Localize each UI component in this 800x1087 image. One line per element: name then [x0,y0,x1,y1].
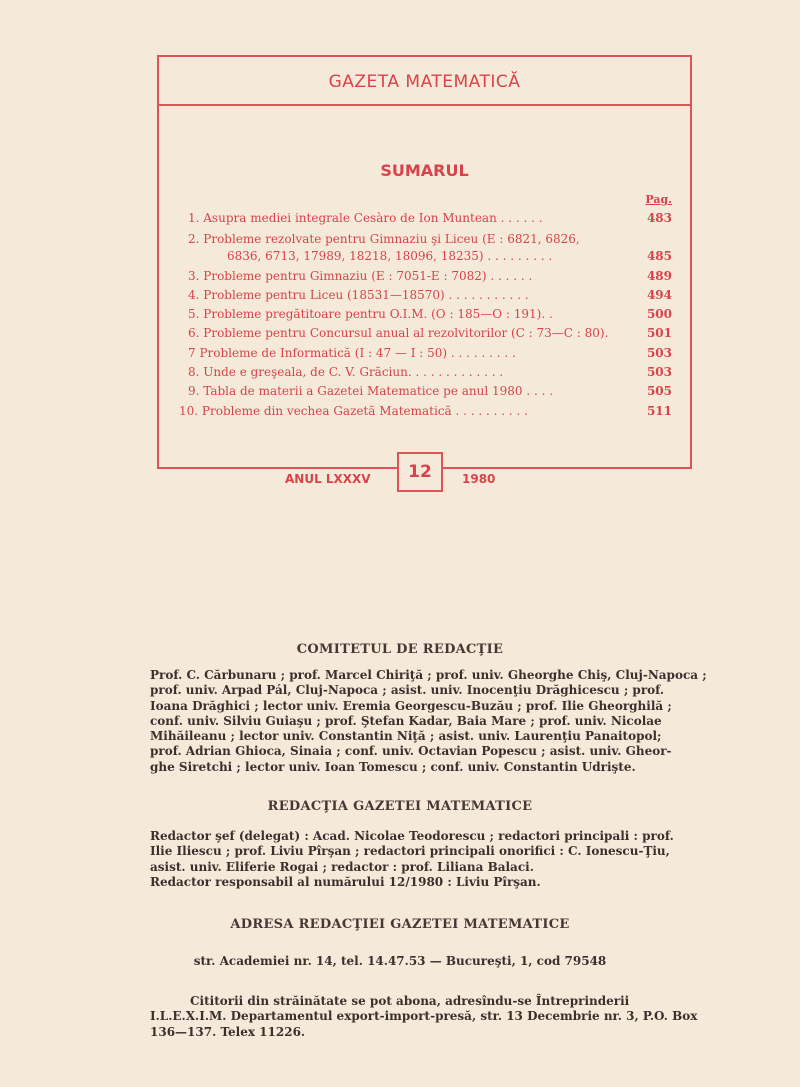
toc-item-title: Asupra mediei integrale Cesàro de Ion Muntean . . . . . . [199,211,543,225]
text-line: I.L.E.X.I.M. Departamentul export-import-presă, str. 13 Decembrie nr. 3, P.O. Box [150,1009,698,1024]
toc-item-title: 6836, 6713, 17989, 18218, 18096, 18235) . . . . . . . . . [227,249,553,263]
contents-title: SUMARUL [380,161,469,180]
toc-item-number: 2. [188,232,200,246]
toc-item-text [188,209,543,227]
text-line: conf. univ. Silviu Guiaşu ; prof. Ştefan Kadar, Baia Mare ; prof. univ. Nicolae [150,713,662,728]
text-line: 136—137. Telex 11226. [150,1024,306,1039]
text-line: prof. Adrian Ghioca, Sinaia ; conf. univ. Octavian Popescu ; asist. univ. Gheor- [150,744,672,759]
committee-members [150,668,707,775]
toc-item-title: Probleme pregătitoare pentru O.I.M. (O : 185—O : 191). . [199,307,553,321]
toc-item-title: Probleme rezolvate pentru Gimnaziu şi Liceu (E : 6821, 6826, [199,232,580,246]
toc-item-title: Probleme pentru Gimnaziu (E : 7051-E : 7082) . . . . . . [199,269,533,283]
text-line: Mihăileanu ; lector univ. Constantin Niţă ; asist. univ. Laurenţiu Panaitopol; [150,729,662,744]
toc-item-text [188,305,553,323]
toc-item-page: 494 [646,288,672,302]
toc-item-text [188,267,532,285]
toc-item-page: 489 [646,269,672,283]
committee-heading: COMITETUL DE REDACŢIE [296,642,504,657]
toc-item [179,230,672,248]
toc-item-number: 5. [188,307,200,321]
text-line: asist. univ. Eliferie Rogai ; redactor : prof. Liliana Balaci. [150,859,534,874]
toc-item-text [188,230,580,248]
toc-item-title: Tabla de materii a Gazetei Matematice pe anul 1980 . . . . [199,384,554,398]
issue-number: 12 [397,452,443,492]
subscription-info [150,994,700,1040]
text-line: Cititorii din străinătate se pot abona, adresîndu-se Întreprinderii [190,994,630,1008]
toc-item-number: 3. [188,269,200,283]
toc-item [179,209,672,227]
toc-item-page: 483 [646,211,672,225]
address-line: str. Academiei nr. 14, tel. 14.47.53 — Bucureşti, 1, cod 79548 [193,954,607,968]
toc-item-page: 500 [646,307,672,321]
title-divider [157,104,692,106]
toc-item [179,344,672,362]
toc-item [179,267,672,285]
text-line: Prof. C. Cărbunaru ; prof. Marcel Chiriţă ; prof. univ. Gheorghe Chiş, Cluj-Napoca ; [150,668,707,682]
toc-item [179,324,672,342]
toc-item-text [188,324,608,342]
toc-item-text [188,286,529,304]
issue-year: 1980 [462,472,496,486]
toc-item-text [227,247,552,265]
text-line: ghe Siretchi ; lector univ. Ioan Tomescu ; conf. univ. Constantin Udrişte. [150,759,636,774]
toc-item-title: Probleme de Informatică (I : 47 — I : 50) . . . . . . . . . [195,346,516,360]
toc-item-title: Probleme din vechea Gazetă Matematică . . . . . . . . . . [198,404,528,418]
toc-item-page: 501 [646,326,672,340]
toc-item [179,363,672,381]
toc-item-page: 505 [646,384,672,398]
toc-item-number: 6. [188,326,200,340]
toc-item [179,286,672,304]
toc-item-number: 4. [188,288,200,302]
journal-title: GAZETA MATEMATICĂ [328,72,521,92]
page-column-label: Pag. [645,193,672,206]
toc-item-page: 503 [646,346,672,360]
toc-item-title: Probleme pentru Concursul anual al rezolvitorilor (C : 73—C : 80). [199,326,609,340]
issue-volume: ANUL LXXXV [285,472,371,486]
toc-item [179,382,672,400]
toc-item-number: 1. [188,211,200,225]
text-line: Ilie Iliescu ; prof. Liviu Pîrşan ; redactori principali onorifici : C. Ionescu-Ţiu, [150,844,670,859]
toc-item [179,402,672,420]
toc-item-text [179,402,528,420]
toc-item-number: 10. [179,404,199,418]
toc-item-page: 485 [646,249,672,263]
toc-item [179,247,672,265]
toc-item-title: Unde e greşeala, de C. V. Grăciun. . . . . . . . . . . . . [199,365,504,379]
toc-item-page: 511 [646,404,672,418]
toc-item-number: 8. [188,365,200,379]
toc-item [179,305,672,323]
toc-item-text [188,363,503,381]
text-line: Ioana Drăghici ; lector univ. Eremia Georgescu-Buzău ; prof. Ilie Gheorghilă ; [150,698,672,713]
toc-item-title: Probleme pentru Liceu (18531—18570) . . . . . . . . . . . [199,288,529,302]
toc-item-number: 9. [188,384,200,398]
toc-item-number: 7 [188,346,196,360]
issue-info [0,452,800,496]
text-line: Redactor şef (delegat) : Acad. Nicolae Teodorescu ; redactori principali : prof. [150,829,674,843]
text-line: Redactor responsabil al numărului 12/1980 : Liviu Pîrşan. [150,874,541,889]
toc-item-text [188,382,553,400]
editorial-heading: REDACŢIA GAZETEI MATEMATICE [267,799,533,814]
contents-frame [157,55,692,469]
editorial-staff [150,829,700,890]
toc-item-page: 503 [646,365,672,379]
address-heading: ADRESA REDACŢIEI GAZETEI MATEMATICE [230,917,570,932]
toc-item-text [188,344,516,362]
text-line: prof. univ. Arpad Pál, Cluj-Napoca ; asist. univ. Inocenţiu Drăghicescu ; prof. [150,683,665,698]
